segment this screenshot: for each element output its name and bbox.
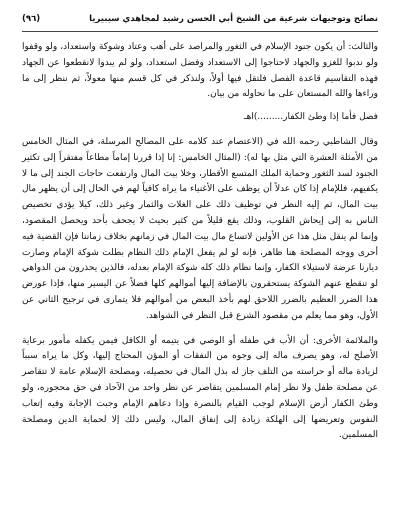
page-header <box>22 14 378 28</box>
paragraph-shatibi-quote: وقال الشاطبي رحمه الله في (الاعتصام عند كلامه على المصالح المرسلة، في المثال الخامس من الأمثلة العشرة التي مثل بها له): (المثال الخامس: إنا إذا قررنا إماماً مطاعاً مفتقراً إلى تكثير الجنود لسد الثغور وحماية الملك المتسع الأقطار، وخلا بيت المال وارتفعت حاجات الجند إلى ما لا يكفيهم، فللإمام إذا كان عدلاً أن يوظف على الأغنياء ما يراه كافياً لهم في الحال إلى أن يظهر مال بيت المال، ثم إليه النظر في توظيف ذلك على الغلات والثمار وغير ذلك، كيلا يؤدي تخصيص الناس به إلى إيحاش القلوب، وذلك يقع قليلاً من كثير بحيث لا يجحف بأحد ويحصل المقصود، وإنما لم ينقل مثل هذا عن الأولين لاتساع مال بيت المال في زمانهم بخلاف زماننا فإن القضية فيه أحرى ووجه المصلحة هنا ظاهر، فإنه لو لم يفعل الإمام ذلك النظام بطلت شوكة الإمام وصارت ديارنا عرضة لاستيلاء الكفار، وإنما نظام ذلك كله شوكة الإمام بعدله، فالذين يحذرون من الدواهي لو تنقطع عنهم الشوكة يستحقرون بالإضافة إليها أموالهم كلها فضلاً عن اليسير منها، فإذا عورض هذا الضرر العظيم بالضرر اللاحق لهم بأخذ البعض من أموالهم فلا يتمارى في ترجيح الثاني عن الأول، وهو مما يعلم من مقصود الشرع قبل النظر في الشواهد. <box>22 136 378 321</box>
paragraph-section-heading: فصل فأما إذا وطئ الكفار.........)اهـ <box>244 112 378 123</box>
paragraph-third-section: والثالث: أن يكون جنود الإسلام في الثغور والمراصد على أهب وعتاد وشوكة واستعداد، ولو وقفوا ولو ندبوا للغزو والجهاد لاحتاجوا إلى الاستعداد وفضل استعداد، ولو لم يبدوا لانقطعوا عن الجهاد فهذه التقاسيم قاعدة الفصل فلتقل فيها أولاً، ولنذكر في كل قسم منها معولاً، ثم ننظر إلى ما وراءها والله المستعان على ما نحاوله من بيان. <box>22 42 378 100</box>
paragraph-second-argument: والملائمة الأخرى: أن الأب في طفله أو الوصي في يتيمه أو الكافل فيمن يكفله مأمور برعاية الأصلح له، وهو يصرف ماله إلى وجوه من النفقات أو المؤن المحتاج إليها، وكل ما يراه سبباً لزيادة ماله أو حراسته من التلف جاز له بذل المال في تحصيله، ومصلحة الإسلام عامة لا تتقاصر عن مصلحة طفل ولا نظر إمام المسلمين يتقاصر عن نظر واحد من الآحاد في حق محجوره، ولو وطئ الكفار أرض الإسلام لوجب القيام بالنصرة وإذا دعاهم الإمام وجبت الإجابة وفيه إتعاب النفوس وتعريضها إلى الهلكة زيادة إلى إنفاق المال، وليس ذلك إلا لحماية الدين ومصلحة المسلمين. <box>22 335 378 441</box>
document-body <box>22 40 378 444</box>
header-divider <box>22 31 378 32</box>
header-title: نصائح وتوجيهات شرعية من الشيخ أبي الحسن رشيد لمجاهدي سيبيريا <box>89 14 378 24</box>
page-number: (٩٦) <box>22 14 41 24</box>
